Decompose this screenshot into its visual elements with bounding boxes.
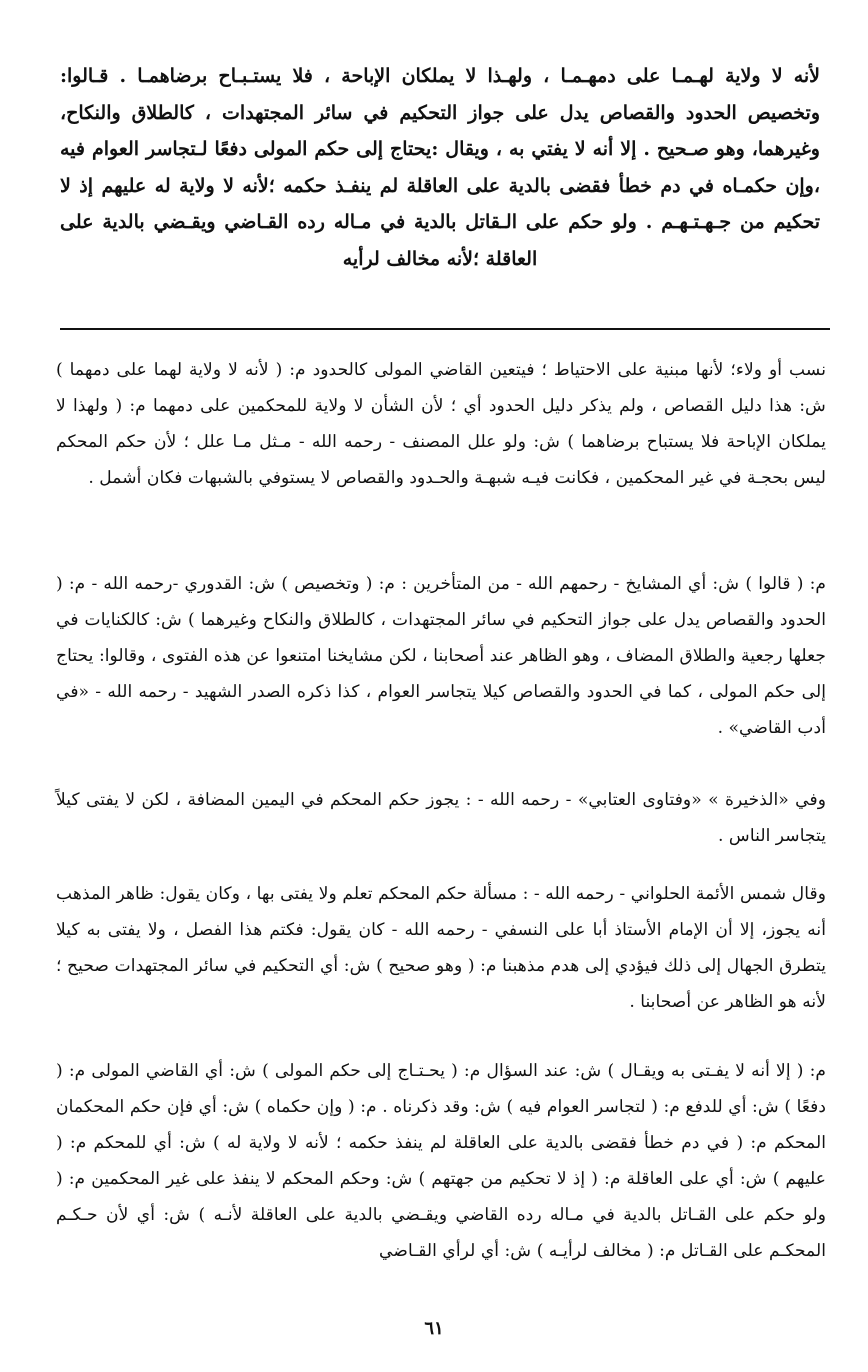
footnote-separator <box>60 328 830 330</box>
commentary-paragraph <box>56 876 826 1020</box>
commentary-text: وقال شمس الأئمة الحلواني - رحمه الله - : مسألة حكم المحكم تعلم ولا يفتى بها ، وكان يقول: ظاهر المذهب أنه يجوز، إلا أن الإمام الأستاذ أبا على النسفي - رحمه الله - كان يقول: فكتم هذا الفصل ، ولا يفتى به كيلا يتطرق الجهال إلى ذلك فيؤدي إلى هدم مذهبنا م: ( وهو صحيح ) ش: أي التحكيم في سائر المجتهدات صحيح ؛ لأنه هو الظاهر عن أصحابنا . <box>56 884 826 1012</box>
commentary-text: م: ( قالوا ) ش: أي المشايخ - رحمهم الله - من المتأخرين : م: ( وتخصيص ) ش: القدوري -رحمه الله - م: ( الحدود والقصاص يدل على جواز التحكيم في سائر المجتهدات ، كالطلاق والنكاح وغيرهما ) ش: كالكنايات في جعلها رجعية والطلاق المضاف ، وهو الظاهر عند أصحابنا ، لكن مشايخنا امتنعوا عن هذه الفتوى ، وقالوا: يحتاج إلى حكم المولى ، كما في الحدود والقصاص كيلا يتجاسر العوام ، كذا ذكره الصدر الشهيد - رحمه الله - «في أدب القاضي» . <box>56 574 826 738</box>
commentary-paragraph <box>56 352 826 496</box>
commentary-text: م: ( إلا أنه لا يفـتى به ويقـال ) ش: عند السؤال م: ( يحـتـاج إلى حكم المولى ) ش: أي القاضي المولى م: ( دفعًا ) ش: أي للدفع م: ( لتجاسر العوام فيه ) ش: وقد ذكرناه . م: ( وإن حكماه ) ش: أي فإن حكم المحكمان المحكم م: ( في دم خطأ فقضى بالدية على العاقلة لم ينفذ حكمه ؛ لأنه لا ولاية له ) ش: أي للمحكم م: ( عليهم ) ش: أي على العاقلة م: ( إذ لا تحكيم من جهتهم ) ش: وحكم المحكم لا ينفذ على غير المحكمين م: ( ولو حكم على القـاتل بالدية في مـاله رده القاضي ويقـضي بالدية على العاقلة لأنـه ) ش: أي لأن حـكـم المحكـم على القـاتل م: ( مخالف لرأيـه ) ش: أي لرأي القـاضي <box>56 1061 826 1261</box>
main-text: لأنه لا ولاية لهـمـا على دمهـمـا ، ولهـذا لا يملكان الإباحة ، فلا يستـبـاح برضاهمـا . قـالوا: وتخصيص الحدود والقصاص يدل على جواز التحكيم في سائر المجتهدات ، كالطلاق والنكاح، وغيرهما، وهو صـحيح . إلا أنه لا يفتي به ، ويقال :يحتاج إلى حكم المولى دفعًا لـتجاسر العوام فيه ،وإن حكمـاه في دم خطأ فقضى بالدية على العاقلة لم ينفـذ حكمه ؛لأنه لا ولاية له عليهم إذ لا تحكيم من جـهـتـهـم . ولو حكم على الـقاتل بالدية في مـاله رده القـاضي ويقـضي بالدية على العاقلة ؛لأنه مخالف لرأيه <box>60 65 820 270</box>
commentary-paragraph <box>56 1053 826 1269</box>
commentary-text: وفي «الذخيرة » «وفتاوى العتابي» - رحمه الله - : يجوز حكم المحكم في اليمين المضافة ، لكن لا يفتى كيلاً يتجاسر الناس . <box>56 790 826 846</box>
commentary-text: نسب أو ولاء؛ لأنها مبنية على الاحتياط ؛ فيتعين القاضي المولى كالحدود م: ( لأنه لا ولاية لهما على دمهما ) ش: هذا دليل القصاص ، ولم يذكر دليل الحدود أي ؛ لأن الشأن لا ولاية للمحكمين على دمهما م: ( ولهذا لا يملكان الإباحة فلا يستباح برضاهما ) ش: ولو علل المصنف - رحمه الله - مـثل مـا علل ؛ لأن حكم المحكم ليس بحجـة في غير المحكمين ، فكانت فيـه شبهـة والحـدود والقصاص لا يستوفي بالشبهات فكان أشمل . <box>56 360 826 488</box>
commentary-paragraph <box>56 782 826 854</box>
page-number: ٦١ <box>424 1318 444 1339</box>
commentary-paragraph <box>56 566 826 746</box>
